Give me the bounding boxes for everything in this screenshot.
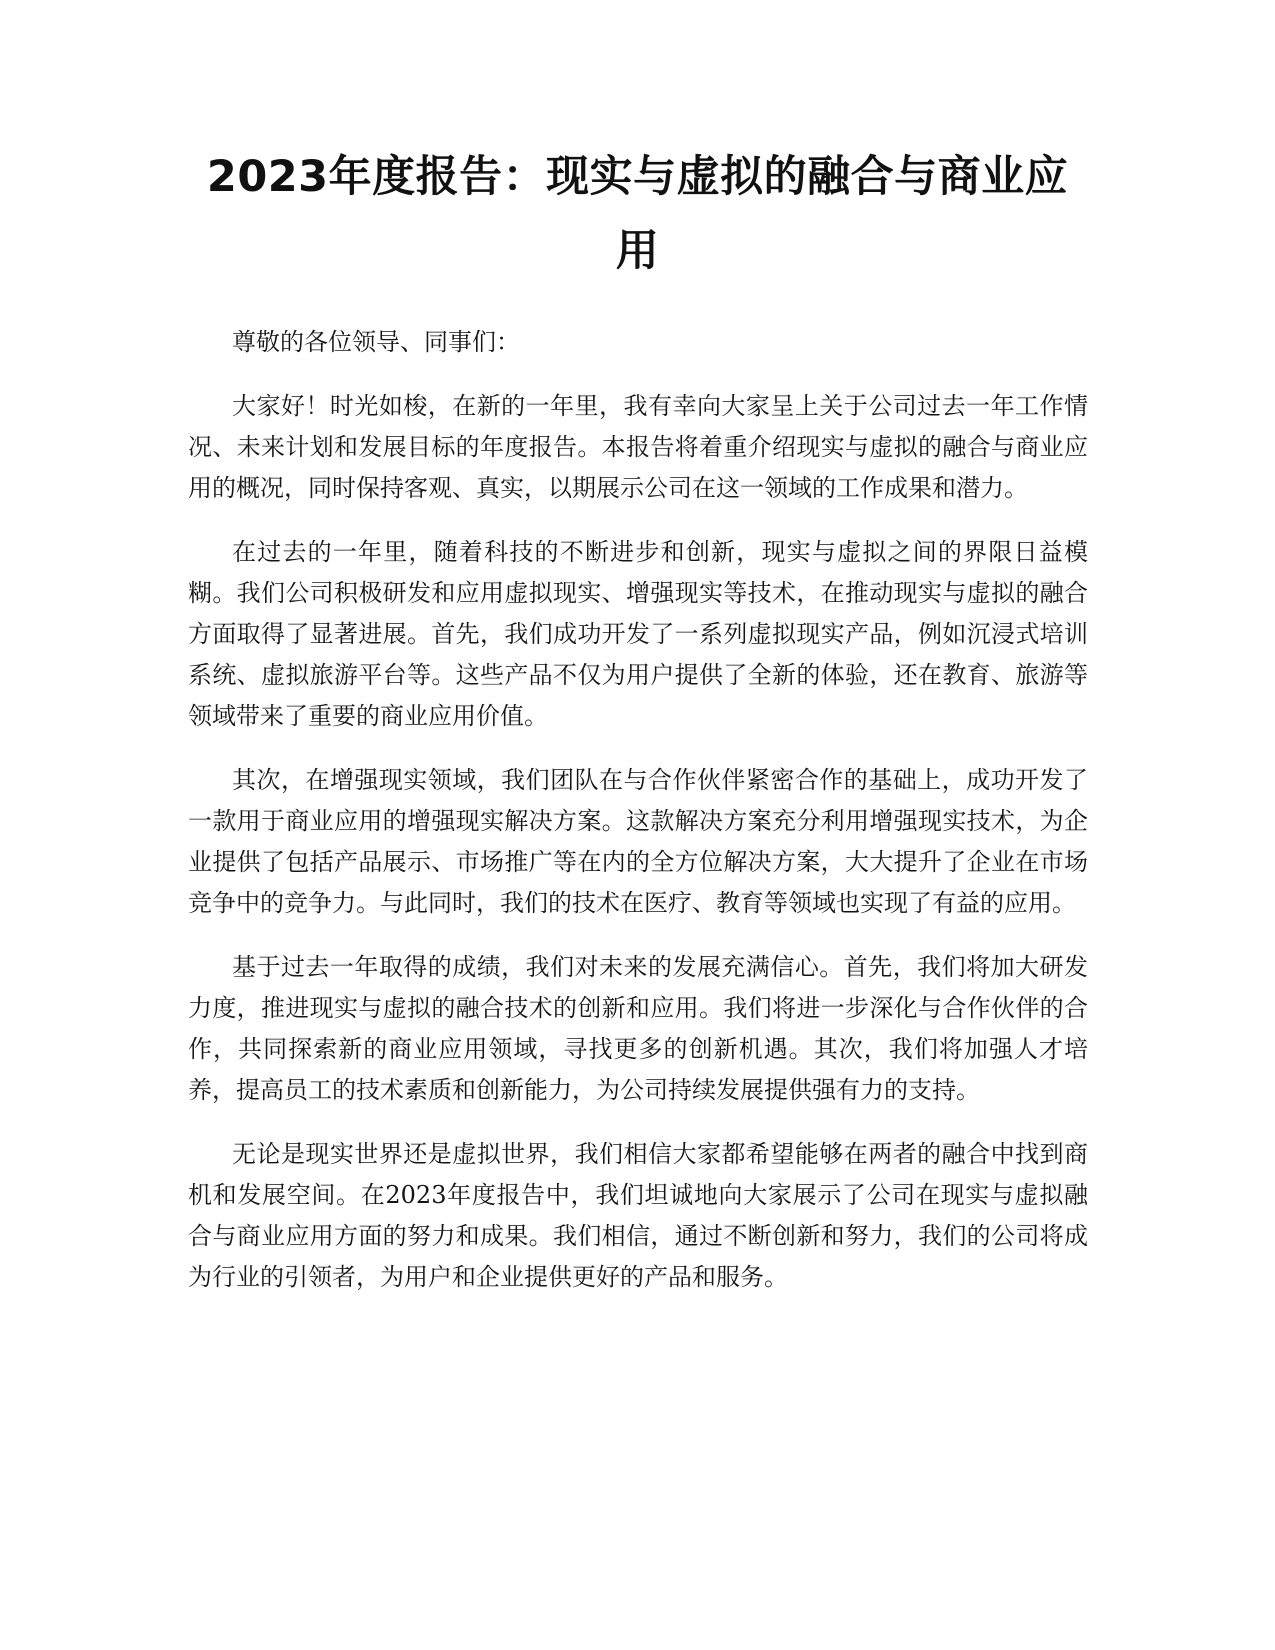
document-body — [188, 322, 1088, 1321]
intro-paragraph: 大家好！时光如梭，在新的一年里，我有幸向大家呈上关于公司过去一年工作情况、未来计划和发展目标的年度报告。本报告将着重介绍现实与虚拟的融合与商业应用的概况，同时保持客观、真实，以期展示公司在这一领域的工作成果和潜力。 — [188, 392, 1088, 502]
future-plan-paragraph: 基于过去一年取得的成绩，我们对未来的发展充满信心。首先，我们将加大研发力度，推进现实与虚拟的融合技术的创新和应用。我们将进一步深化与合作伙伴的合作，共同探索新的商业应用领域，寻找更多的创新机遇。其次，我们将加强人才培养，提高员工的技术素质和创新能力，为公司持续发展提供强有力的支持。 — [188, 953, 1088, 1104]
salutation-paragraph: 尊敬的各位领导、同事们： — [232, 328, 520, 356]
vr-progress-paragraph: 在过去的一年里，随着科技的不断进步和创新，现实与虚拟之间的界限日益模糊。我们公司积极研发和应用虚拟现实、增强现实等技术，在推动现实与虚拟的融合方面取得了显著进展。首先，我们成功开发了一系列虚拟现实产品，例如沉浸式培训系统、虚拟旅游平台等。这些产品不仅为用户提供了全新的体验，还在教育、旅游等领域带来了重要的商业应用价值。 — [188, 538, 1088, 730]
closing-paragraph: 无论是现实世界还是虚拟世界，我们相信大家都希望能够在两者的融合中找到商机和发展空间。在2023年度报告中，我们坦诚地向大家展示了公司在现实与虚拟融合与商业应用方面的努力和成果。我们相信，通过不断创新和努力，我们的公司将成为行业的引领者，为用户和企业提供更好的产品和服务。 — [188, 1140, 1088, 1291]
ar-solution-paragraph: 其次，在增强现实领域，我们团队在与合作伙伴紧密合作的基础上，成功开发了一款用于商业应用的增强现实解决方案。这款解决方案充分利用增强现实技术，为企业提供了包括产品展示、市场推广等在内的全方位解决方案，大大提升了企业在市场竞争中的竞争力。与此同时，我们的技术在医疗、教育等领域也实现了有益的应用。 — [188, 766, 1088, 917]
document-title: 2023年度报告：现实与虚拟的融合与商业应用 — [206, 152, 1069, 276]
